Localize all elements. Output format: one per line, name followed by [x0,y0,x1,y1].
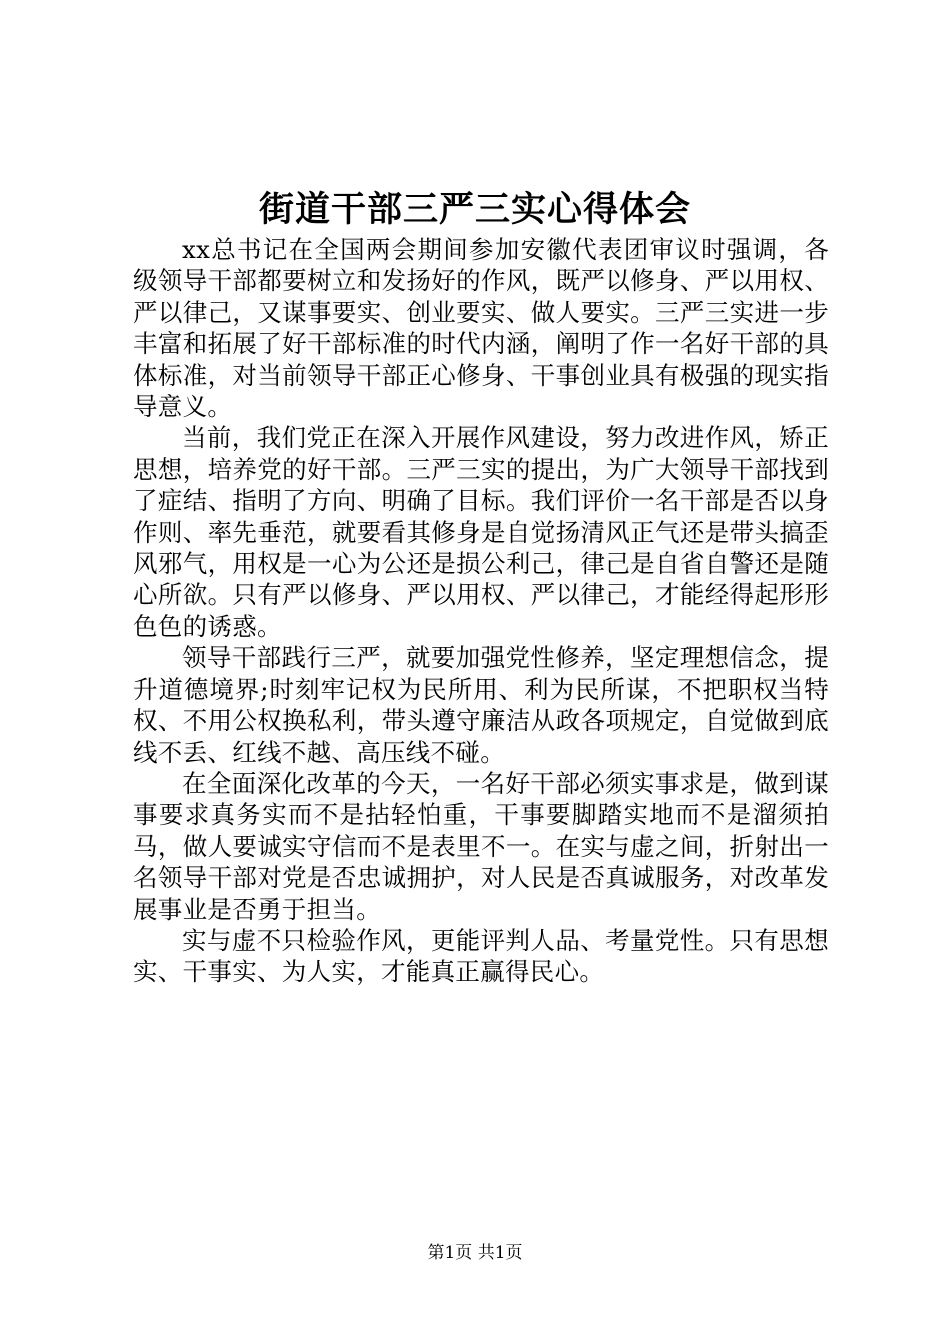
document-body [133,234,829,988]
paragraph-3: 领导干部践行三严，就要加强党性修养，坚定理想信念，提升道德境界;时刻牢记权为民所用、利为民所谋，不把职权当特权、不用公权换私利，带头遵守廉洁从政各项规定，自觉做到底线不丢、红线不越、高压线不碰。 [133,643,829,767]
paragraph-1: xx总书记在全国两会期间参加安徽代表团审议时强调，各级领导干部都要树立和发扬好的作风，既严以修身、严以用权、严以律己，又谋事要实、创业要实、做人要实。三严三实进一步丰富和拓展了好干部标准的时代内涵，阐明了作一名好干部的具体标准，对当前领导干部正心修身、干事创业具有极强的现实指导意义。 [133,235,829,422]
document-title: 街道干部三严三实心得体会 [258,189,691,230]
paragraph-4: 在全面深化改革的今天，一名好干部必须实事求是，做到谋事要求真务实而不是拈轻怕重，干事要脚踏实地而不是溜须拍马，做人要诚实守信而不是表里不一。在实与虚之间，折射出一名领导干部对党是否忠诚拥护，对人民是否真诚服务，对改革发展事业是否勇于担当。 [133,768,829,924]
page-footer: 第1页 共1页 [427,1243,523,1263]
paragraph-2: 当前，我们党正在深入开展作风建设，努力改进作风，矫正思想，培养党的好干部。三严三实的提出，为广大领导干部找到了症结、指明了方向、明确了目标。我们评价一名干部是否以身作则、率先垂范，就要看其修身是自觉扬清风正气还是带头搞歪风邪气，用权是一心为公还是损公利己，律己是自省自警还是随心所欲。只有严以修身、严以用权、严以律己，才能经得起形形色色的诱惑。 [133,423,829,641]
paragraph-5: 实与虚不只检验作风，更能评判人品、考量党性。只有思想实、干事实、为人实，才能真正赢得民心。 [133,925,829,987]
